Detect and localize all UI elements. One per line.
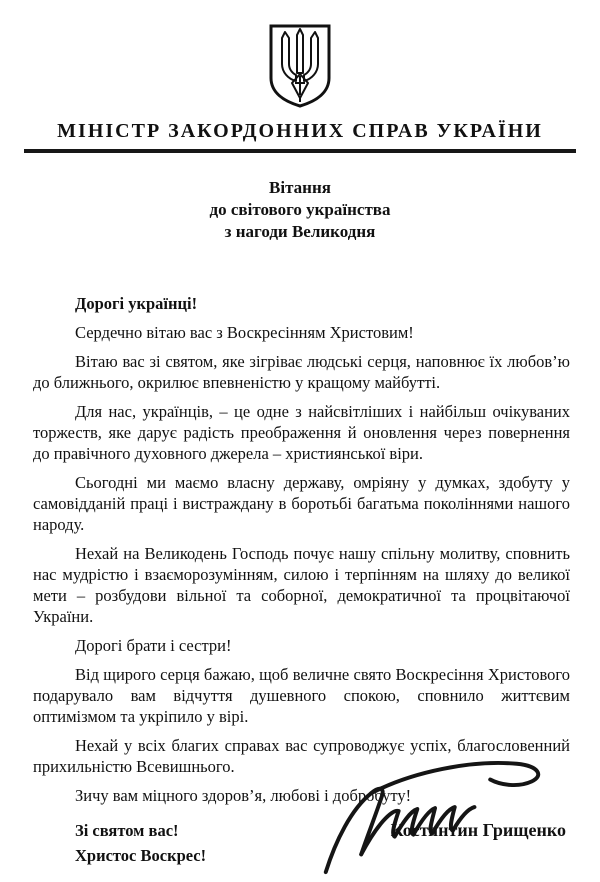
handwritten-signature-icon [304,748,574,876]
paragraph: Вітаю вас зі святом, яке зігріває людські серця, наповнює їх любов’ю до ближнього, окрилює впевненістю у кращому майбутті. [33,352,570,392]
letter-title-line: з нагоди Великодня [224,222,376,241]
paragraph: Нехай у всіх благих справах вас супроводжує успіх, благословенний прихильністю Всевишнього. [33,736,570,776]
header-rule [24,149,576,153]
letter-title-line: до світового українства [209,200,391,219]
paragraph: Для нас, українців, – це одне з найсвітліших і найбільш очікуваних торжеств, яке дарує радість преображення й оновлення через повернення до правічного духовного джерела – християнської віри. [33,402,570,463]
paragraph-closing: Зі святом вас! [75,821,179,840]
paragraph: Сердечно вітаю вас з Воскресінням Христовим! [75,323,414,342]
paragraph: Сьогодні ми маємо власну державу, омріяну у думках, здобуту у самовідданій праці і вистраждану в боротьбі багатьма поколіннями нашого народу. [33,473,570,534]
signatory-name: Костянтин Грищенко [390,820,566,840]
ukraine-trident-emblem-icon [267,22,333,110]
paragraph: Нехай на Великодень Господь почує нашу спільну молитву, сповнить нас мудрістю і взаєморозумінням, силою і терпінням на шляху до великої мети – розбудови вільної та соборної, демократичної та процвітаючої України. [33,544,570,626]
org-title: МІНІСТР ЗАКОРДОННИХ СПРАВ УКРАЇНИ [57,120,543,142]
letter-title [0,177,600,243]
paragraph-closing: Христос Воскрес! [75,846,207,865]
paragraph: Зичу вам міцного здоров’я, любові і добробуту! [75,786,412,805]
letter-title-line: Вітання [269,178,331,197]
paragraph-salutation: Дорогі брати і сестри! [75,636,232,655]
paragraph-salutation: Дорогі українці! [75,294,198,313]
paragraph: Від щирого серця бажаю, щоб величне свято Воскресіння Христового подарувало вам відчуття душевного спокою, сповнило життєвим оптимізмом та укріпило у вірі. [33,665,570,726]
signature-block [304,748,574,876]
